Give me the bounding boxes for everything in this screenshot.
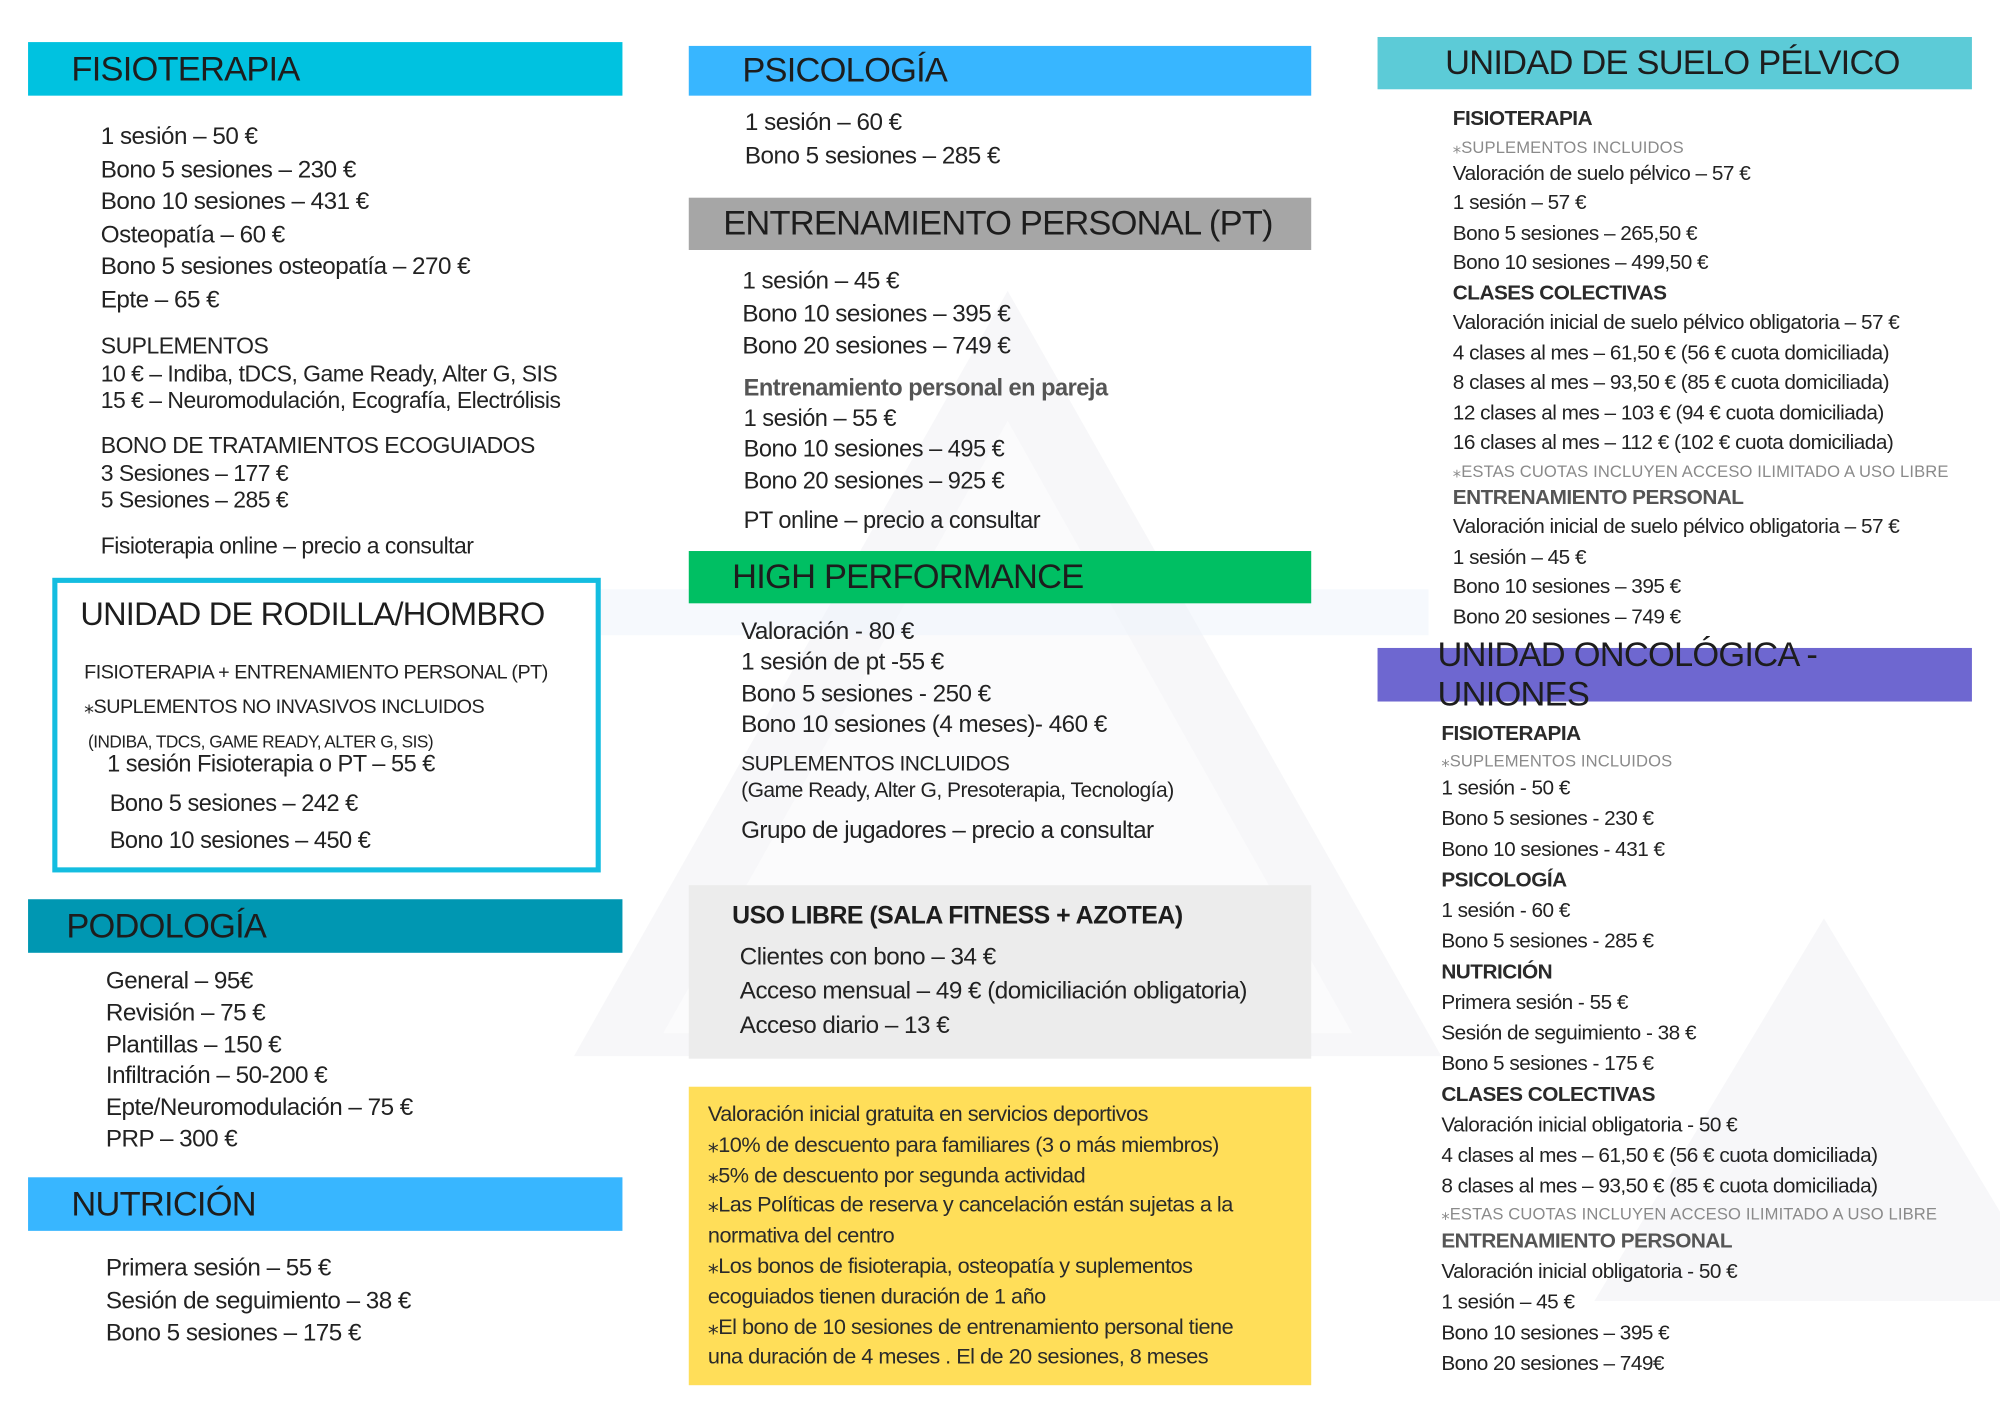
section-subtitle: BONO DE TRATAMIENTOS ECOGUIADOS: [100, 432, 535, 458]
price-line: 8 clases al mes – 93,50 € (85 € cuota domiciliada): [1452, 371, 1890, 395]
entrenamiento-title: ENTRENAMIENTO PERSONAL (PT): [723, 204, 1273, 243]
price-line: Bono 20 sesiones – 749 €: [1452, 605, 1681, 629]
fisioterapia-suplementos: [101, 333, 561, 415]
price-line: Primera sesión – 55 €: [105, 1255, 331, 1282]
price-line: Bono 5 sesiones – 265,50 €: [1452, 221, 1698, 245]
price-line: 1 sesión – 45 €: [1441, 1290, 1575, 1314]
rodilla-note-list: (INDIBA, TDCS, GAME READY, ALTER G, SIS): [88, 732, 434, 752]
supplements-list: (Game Ready, Alter G, Presoterapia, Tecnología): [741, 779, 1174, 803]
price-line: 1 sesión de pt -55 €: [741, 649, 944, 677]
price-line: Valoración - 80 €: [741, 618, 914, 646]
price-line: 1 sesión - 60 €: [1441, 899, 1570, 923]
price-line: Acceso mensual – 49 € (domiciliación obligatoria): [739, 978, 1247, 1006]
fisioterapia-ecoguiados: [101, 432, 535, 514]
price-line: 12 clases al mes – 103 € (94 € cuota domiciliada): [1452, 401, 1884, 425]
price-line: Bono 5 sesiones - 250 €: [741, 680, 991, 708]
price-line: Bono 5 sesiones – 242 €: [109, 789, 358, 817]
fisioterapia-online: [101, 533, 474, 560]
price-line: Revisión – 75 €: [105, 999, 266, 1027]
price-line: 8 clases al mes – 93,50 € (85 € cuota domiciliada): [1441, 1174, 1878, 1198]
price-line: Bono 10 sesiones – 395 €: [1441, 1321, 1670, 1345]
rodilla-title-text: UNIDAD DE RODILLA/HOMBRO: [80, 596, 545, 633]
suelo-pelvico-title: UNIDAD DE SUELO PÉLVICO: [1445, 43, 1900, 82]
psicologia-price-list: [745, 107, 1000, 172]
price-line: Primera sesión - 55 €: [1441, 991, 1628, 1015]
note-line: ⁎10% de descuento para familiares (3 o más miembros): [707, 1132, 1219, 1157]
oncologica-title: UNIDAD ONCOLÓGICA - UNIONES: [1437, 635, 1818, 714]
price-line: Bono 5 sesiones – 175 €: [105, 1320, 361, 1347]
price-line: Bono 10 sesiones – 499,50 €: [1452, 251, 1709, 275]
price-line: Epte/Neuromodulación – 75 €: [105, 1094, 413, 1122]
section-subtitle: CLASES COLECTIVAS: [1441, 1082, 1655, 1106]
price-line: Bono 20 sesiones – 749€: [1441, 1352, 1664, 1375]
podologia-header: [28, 899, 622, 953]
price-line: 1 sesión – 45 €: [742, 267, 900, 295]
price-line: General – 95€: [105, 968, 253, 995]
section-subtitle: FISIOTERAPIA: [1441, 721, 1581, 745]
note-line: normativa del centro: [707, 1223, 895, 1248]
rodilla-hombro-title: [80, 597, 544, 634]
price-line: Bono 5 sesiones – 285 €: [744, 142, 1000, 170]
price-line: Bono 10 sesiones – 431 €: [100, 188, 369, 216]
price-line: Sesión de seguimiento – 38 €: [105, 1287, 411, 1315]
high-performance-suplementos: [741, 751, 1174, 805]
price-line: Bono 5 sesiones - 285 €: [1441, 929, 1654, 953]
section-subtitle: SUPLEMENTOS INCLUIDOS: [741, 752, 1010, 776]
supplements-note: ⁎SUPLEMENTOS INCLUIDOS: [1441, 751, 1673, 771]
note-line: ⁎Las Políticas de reserva y cancelación están sujetas a la: [707, 1193, 1233, 1218]
section-subtitle: Entrenamiento personal en pareja: [743, 373, 1108, 401]
price-line: Bono 10 sesiones – 450 €: [109, 826, 371, 854]
price-line: Bono 5 sesiones osteopatía – 270 €: [100, 253, 471, 281]
note-line: una duración de 4 meses . El de 20 sesiones, 8 meses: [707, 1344, 1209, 1370]
price-line: Bono 5 sesiones - 175 €: [1441, 1052, 1654, 1076]
high-performance-title: HIGH PERFORMANCE: [732, 557, 1084, 596]
price-line: Valoración de suelo pélvico – 57 €: [1452, 161, 1751, 185]
price-line: 10 € – Indiba, tDCS, Game Ready, Alter G, SIS: [100, 360, 558, 386]
section-subtitle: NUTRICIÓN: [1441, 960, 1553, 984]
price-line: Clientes con bono – 34 €: [739, 943, 996, 971]
nutricion-title: NUTRICIÓN: [71, 1184, 256, 1223]
price-line: 1 sesión – 50 €: [100, 123, 258, 151]
price-line: Bono 10 sesiones - 431 €: [1441, 838, 1665, 861]
price-line: 5 Sesiones – 285 €: [100, 487, 289, 513]
price-line: 16 clases al mes – 112 € (102 € cuota domiciliada): [1452, 431, 1894, 455]
price-line: Fisioterapia online – precio a consultar: [100, 533, 474, 559]
high-performance-grupo: [741, 818, 1154, 846]
price-line: Osteopatía – 60 €: [100, 221, 285, 249]
section-subtitle: PSICOLOGÍA: [1441, 868, 1567, 892]
rodilla-price-list: [107, 745, 435, 859]
uso-libre-title: USO LIBRE (SALA FITNESS + AZOTEA): [732, 901, 1183, 930]
rodilla-subtitle-text: FISIOTERAPIA + ENTRENAMIENTO PERSONAL (PT): [84, 661, 548, 684]
price-line: 1 sesión Fisioterapia o PT – 55 €: [107, 749, 435, 777]
nutricion-price-list: [106, 1253, 411, 1351]
note-line: ⁎Los bonos de fisioterapia, osteopatía y suplementos: [707, 1253, 1193, 1279]
fees-note: ⁎ESTAS CUOTAS INCLUYEN ACCESO ILIMITADO A USO LIBRE: [1452, 461, 1949, 481]
price-line: Bono 10 sesiones – 395 €: [742, 300, 1011, 328]
rodilla-note: ⁎SUPLEMENTOS NO INVASIVOS INCLUIDOS: [84, 696, 485, 719]
price-line: 1 sesión - 50 €: [1441, 776, 1570, 800]
price-line: Epte – 65 €: [100, 286, 220, 314]
price-line: Bono 5 sesiones – 230 €: [100, 156, 356, 184]
price-line: PRP – 300 €: [105, 1126, 238, 1154]
section-subtitle: SUPLEMENTOS: [100, 332, 269, 359]
note-line: ecoguiados tienen duración de 1 año: [707, 1284, 1046, 1309]
podologia-price-list: [106, 967, 413, 1157]
price-line: 1 sesión – 60 €: [744, 109, 902, 137]
section-subtitle: CLASES COLECTIVAS: [1452, 281, 1667, 305]
notes-list: [708, 1099, 1233, 1372]
price-line: Bono 5 sesiones - 230 €: [1441, 807, 1654, 831]
price-line: 15 € – Neuromodulación, Ecografía, Electrólisis: [100, 387, 561, 414]
rodilla-hombro-subtitle: [84, 656, 548, 759]
price-line: Valoración inicial obligatoria - 50 €: [1441, 1113, 1738, 1137]
fees-note: ⁎ESTAS CUOTAS INCLUYEN ACCESO ILIMITADO A USO LIBRE: [1441, 1204, 1938, 1224]
uso-libre-content: [732, 902, 1182, 931]
supplements-note: ⁎SUPLEMENTOS INCLUIDOS: [1452, 137, 1684, 157]
price-line: Infiltración – 50-200 €: [105, 1062, 328, 1090]
price-line: Plantillas – 150 €: [105, 1031, 282, 1059]
fisioterapia-header: [28, 42, 622, 96]
psicologia-title: PSICOLOGÍA: [742, 51, 948, 90]
price-line: PT online – precio a consultar: [743, 506, 1041, 534]
entrenamiento-pareja: [744, 372, 1108, 495]
price-line: 1 sesión – 55 €: [743, 404, 897, 432]
price-line: Bono 10 sesiones – 395 €: [1452, 575, 1681, 599]
price-line: 1 sesión – 57 €: [1452, 191, 1587, 215]
entrenamiento-online: [744, 506, 1040, 534]
price-line: Grupo de jugadores – precio a consultar: [741, 817, 1154, 845]
section-subtitle: ENTRENAMIENTO PERSONAL: [1452, 485, 1744, 509]
fisioterapia-price-list: [101, 121, 470, 316]
high-performance-header: [689, 551, 1311, 603]
price-line: Sesión de seguimiento - 38 €: [1441, 1021, 1697, 1045]
note-line: ⁎El bono de 10 sesiones de entrenamiento personal tiene: [707, 1314, 1234, 1339]
price-line: 1 sesión – 45 €: [1452, 545, 1587, 569]
nutricion-header: [28, 1177, 622, 1231]
price-line: Bono 20 sesiones – 925 €: [743, 466, 1005, 494]
section-subtitle: FISIOTERAPIA: [1452, 107, 1593, 131]
price-line: 3 Sesiones – 177 €: [100, 459, 289, 486]
suelo-pelvico-list: [1453, 105, 1949, 633]
note-line: Valoración inicial gratuita en servicios deportivos: [707, 1102, 1148, 1127]
price-line: 4 clases al mes – 61,50 € (56 € cuota domiciliada): [1452, 341, 1890, 365]
price-line: Valoración inicial de suelo pélvico obligatoria – 57 €: [1452, 515, 1900, 539]
price-line: Acceso diario – 13 €: [739, 1012, 950, 1040]
price-line: Bono 10 sesiones – 495 €: [743, 435, 1005, 463]
price-line: Valoración inicial obligatoria - 50 €: [1441, 1260, 1738, 1284]
high-performance-price-list: [741, 617, 1107, 741]
fisioterapia-title: FISIOTERAPIA: [71, 49, 300, 88]
oncologica-list: [1441, 718, 1937, 1379]
oncologica-header: [1378, 635, 1972, 714]
uso-libre-price-list: [740, 940, 1247, 1043]
note-line: ⁎5% de descuento por segunda actividad: [707, 1162, 1086, 1187]
price-line: Valoración inicial de suelo pélvico obligatoria – 57 €: [1452, 311, 1900, 335]
section-subtitle: ENTRENAMIENTO PERSONAL: [1441, 1229, 1733, 1253]
podologia-title: PODOLOGÍA: [66, 906, 267, 945]
entrenamiento-price-list: [742, 265, 1010, 363]
price-line: Bono 20 sesiones – 749 €: [742, 332, 1011, 360]
entrenamiento-header: [689, 198, 1311, 250]
psicologia-header: [689, 46, 1311, 96]
suelo-pelvico-header: [1378, 37, 1972, 89]
price-line: 4 clases al mes – 61,50 € (56 € cuota domiciliada): [1441, 1144, 1878, 1168]
price-line: Bono 10 sesiones (4 meses)- 460 €: [741, 711, 1107, 739]
